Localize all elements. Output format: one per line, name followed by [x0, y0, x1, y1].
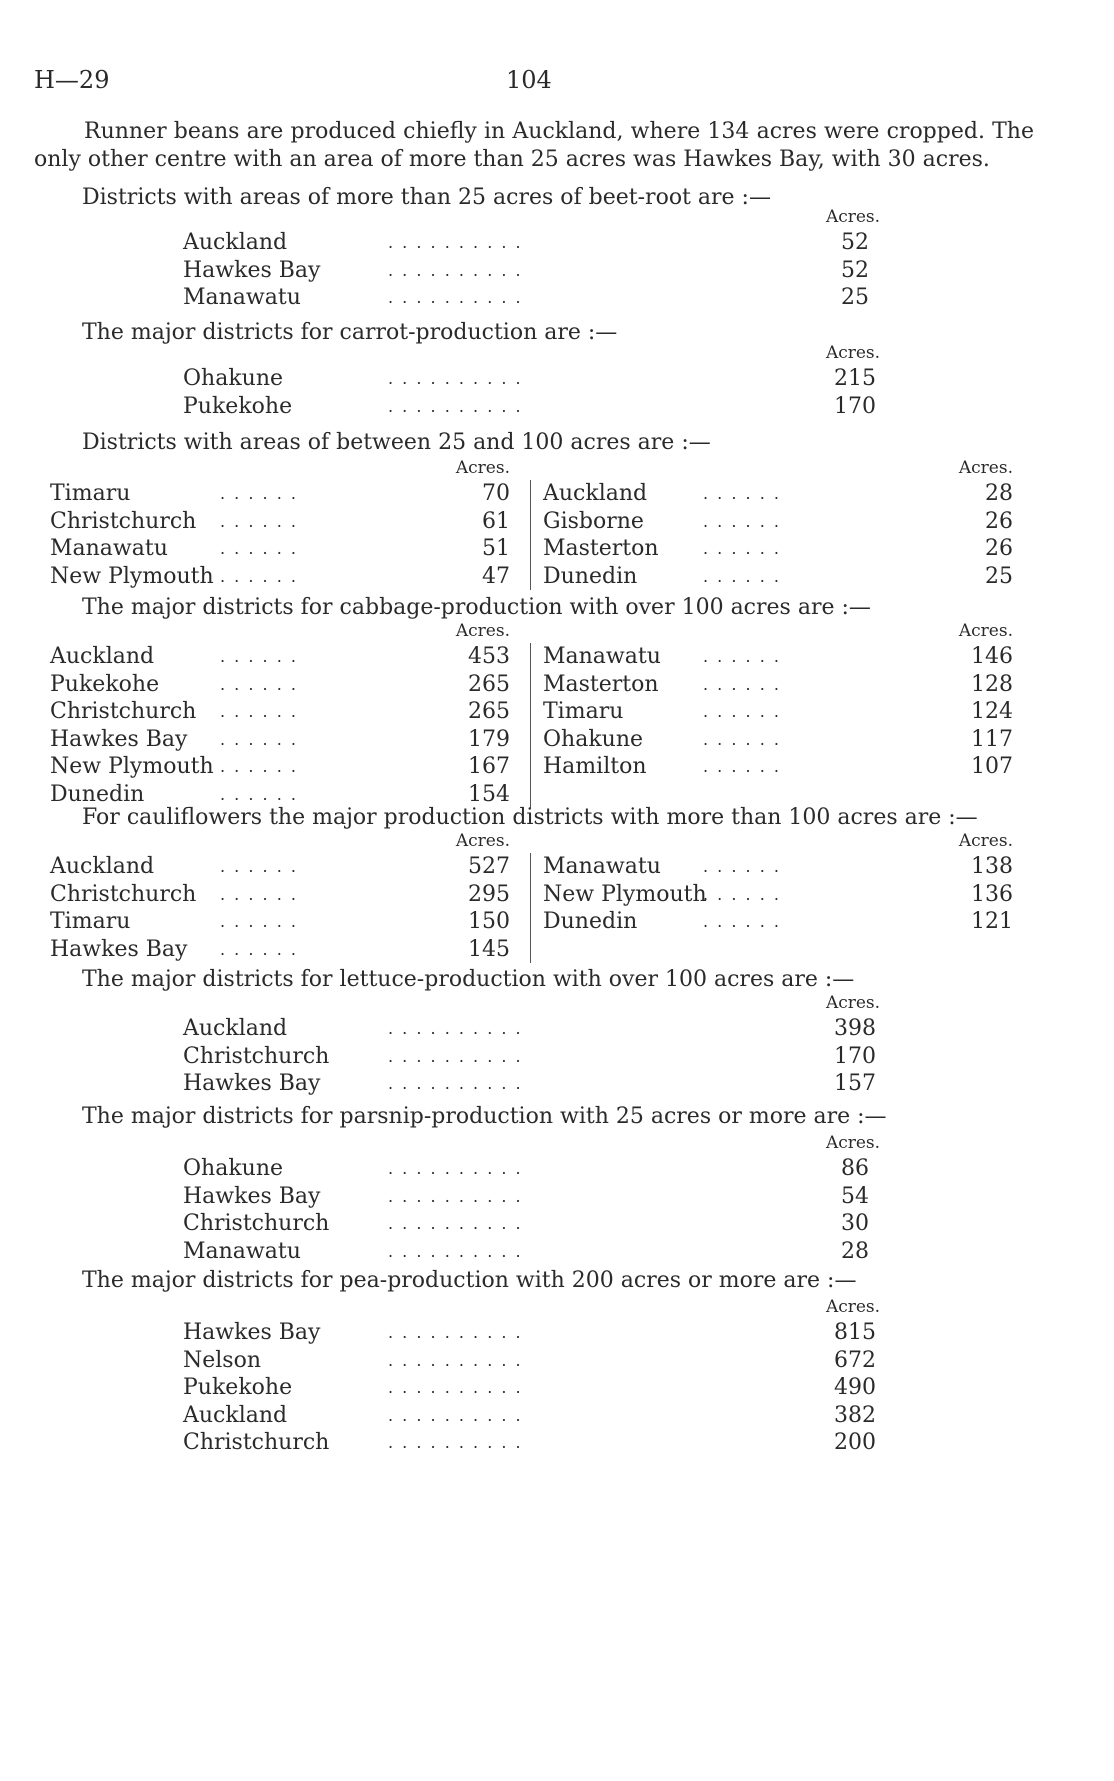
table-column-right: [530, 621, 1013, 808]
district-name: Ohakune: [183, 366, 284, 391]
between-intro: Districts with areas of between 25 and 100 acres are :—: [82, 430, 711, 455]
district-name: New Plymouth: [50, 754, 214, 779]
dot-leader: . . . . . . . . . .: [388, 1214, 523, 1233]
acres-value: 265: [468, 699, 510, 724]
district-name: Dunedin: [543, 563, 638, 589]
table-row: [543, 698, 1013, 726]
district-name: Auckland: [543, 481, 648, 506]
dot-leader: . . . . . .: [703, 484, 781, 503]
dot-leader: . . . . . . . . . .: [388, 396, 523, 416]
acres-value: 295: [468, 881, 510, 907]
district-name: Hamilton: [543, 754, 647, 779]
acres-value: 30: [841, 1211, 869, 1236]
district-name: Dunedin: [543, 909, 638, 934]
list-item: [183, 257, 883, 285]
table-row: [543, 671, 1013, 699]
acres-value: 25: [841, 285, 869, 310]
acres-unit-label: Acres.: [455, 621, 510, 641]
district-name: Auckland: [183, 230, 288, 255]
district-name: Hawkes Bay: [183, 1320, 321, 1345]
acres-value: 672: [834, 1347, 876, 1373]
district-name: Timaru: [50, 909, 131, 934]
district-name: Nelson: [183, 1347, 262, 1373]
dot-leader: . . . . . .: [703, 702, 781, 721]
list-item: [183, 1015, 883, 1043]
district-name: Hawkes Bay: [50, 936, 188, 962]
table-row: [50, 535, 510, 563]
table-row: [50, 671, 510, 699]
acres-unit-label: Acres.: [958, 831, 1013, 851]
acres-value: 25: [985, 563, 1013, 589]
acres-value: 200: [834, 1430, 876, 1455]
acres-value: 26: [985, 536, 1013, 561]
acres-value: 136: [971, 881, 1013, 907]
district-name: Masterton: [543, 671, 659, 697]
dot-leader: . . . . . .: [703, 566, 781, 586]
district-name: Auckland: [50, 854, 155, 879]
lettuce-intro: The major districts for lettuce-production with over 100 acres are :—: [82, 967, 855, 992]
dot-leader: . . . . . .: [703, 647, 781, 666]
pea-intro: The major districts for pea-production with 200 acres or more are :—: [82, 1268, 857, 1293]
acres-value: 453: [468, 644, 510, 669]
acres-value: 28: [985, 481, 1013, 506]
table-column-left: [50, 621, 510, 808]
pea-list: [183, 1297, 883, 1457]
acres-value: 146: [971, 644, 1013, 669]
parsnip-list: [183, 1133, 883, 1265]
list-item: [183, 393, 883, 421]
dot-leader: . . . . . .: [220, 912, 298, 931]
district-name: Hawkes Bay: [183, 1183, 321, 1209]
acres-value: 61: [482, 508, 510, 534]
dot-leader: . . . . . . . . . .: [388, 1046, 523, 1066]
district-name: Ohakune: [543, 726, 644, 752]
list-item: [183, 1183, 883, 1211]
list-item: [183, 1238, 883, 1266]
list-item: [183, 229, 883, 257]
beetroot-intro: Districts with areas of more than 25 acres of beet-root are :—: [82, 185, 771, 210]
district-name: Christchurch: [50, 508, 197, 534]
acres-unit-label: Acres.: [455, 458, 510, 478]
acres-unit-label: Acres.: [455, 831, 510, 851]
dot-leader: . . . . . .: [703, 511, 781, 531]
dot-leader: . . . . . .: [220, 857, 298, 876]
table-row: [50, 726, 510, 754]
dot-leader: . . . . . .: [703, 857, 781, 876]
district-name: Christchurch: [50, 881, 197, 907]
acres-unit-label: Acres.: [825, 343, 881, 363]
district-name: Hawkes Bay: [183, 1071, 321, 1096]
table-row: [543, 853, 1013, 881]
district-name: Pukekohe: [50, 671, 160, 697]
dot-leader: . . . . . .: [220, 539, 298, 558]
dot-leader: . . . . . . . . . .: [388, 288, 523, 307]
list-item: [183, 365, 883, 393]
dot-leader: . . . . . .: [703, 729, 781, 749]
acres-value: 121: [971, 909, 1013, 934]
acres-value: 86: [841, 1156, 869, 1181]
acres-value: 138: [971, 854, 1013, 879]
document-code: H—29: [34, 66, 110, 94]
district-name: Manawatu: [50, 536, 168, 561]
district-name: Pukekohe: [183, 1375, 293, 1400]
table-row: [543, 563, 1013, 591]
district-name: Manawatu: [183, 285, 301, 310]
table-row: [543, 908, 1013, 936]
acres-value: 815: [834, 1320, 876, 1345]
district-name: Ohakune: [183, 1156, 284, 1181]
table-row: [543, 726, 1013, 754]
acres-value: 398: [834, 1016, 876, 1041]
acres-value: 527: [468, 854, 510, 879]
district-name: Christchurch: [50, 699, 197, 724]
acres-unit-label: Acres.: [825, 993, 881, 1013]
acres-value: 154: [468, 781, 510, 807]
table-column-left: [50, 831, 510, 963]
dot-leader: . . . . . . . . . .: [388, 1159, 523, 1178]
dot-leader: . . . . . .: [220, 647, 298, 666]
table-row: [543, 480, 1013, 508]
beetroot-list: [183, 207, 883, 312]
table-row: [543, 535, 1013, 563]
page-number: 104: [506, 66, 552, 94]
acres-value: 124: [971, 699, 1013, 724]
dot-leader: . . . . . .: [220, 674, 298, 694]
list-item: [183, 1043, 883, 1071]
table-column-left: [50, 458, 510, 590]
table-column-right: [530, 831, 1013, 963]
acres-value: 28: [841, 1238, 869, 1264]
district-name: Christchurch: [183, 1211, 330, 1236]
lettuce-list: [183, 993, 883, 1098]
acres-value: 150: [468, 909, 510, 934]
list-item: [183, 284, 883, 312]
table-row: [50, 643, 510, 671]
dot-leader: . . . . . . . . . .: [388, 1074, 523, 1093]
table-row: [50, 881, 510, 909]
dot-leader: . . . . . .: [220, 702, 298, 721]
table-row: [50, 936, 510, 964]
acres-value: 145: [468, 936, 510, 962]
acres-value: 382: [834, 1402, 876, 1428]
acres-value: 170: [834, 1043, 876, 1069]
dot-leader: . . . . . . . . . .: [388, 1323, 523, 1342]
acres-value: 167: [468, 754, 510, 779]
list-item: [183, 1402, 883, 1430]
dot-leader: . . . . . . . . . .: [388, 260, 523, 280]
acres-value: 215: [834, 366, 876, 391]
district-name: Pukekohe: [183, 393, 293, 419]
acres-value: 51: [482, 536, 510, 561]
table-row: [50, 508, 510, 536]
acres-unit-label: Acres.: [825, 1297, 881, 1317]
acres-unit-label: Acres.: [825, 207, 881, 227]
table-row: [50, 563, 510, 591]
district-name: Auckland: [50, 644, 155, 669]
dot-leader: . . . . . . . . . .: [388, 1350, 523, 1370]
acres-value: 157: [834, 1071, 876, 1096]
table-row: [50, 908, 510, 936]
dot-leader: . . . . . . . . . .: [388, 1241, 523, 1261]
dot-leader: . . . . . . . . . .: [388, 1405, 523, 1425]
district-name: Auckland: [183, 1402, 288, 1428]
acres-value: 26: [985, 508, 1013, 534]
acres-value: 70: [482, 481, 510, 506]
district-name: Masterton: [543, 536, 659, 561]
dot-leader: . . . . . .: [703, 757, 781, 776]
dot-leader: . . . . . .: [703, 912, 781, 931]
table-row: [50, 853, 510, 881]
dot-leader: . . . . . .: [220, 729, 298, 749]
carrot-list: [183, 343, 883, 420]
district-name: New Plymouth: [543, 881, 707, 907]
district-name: Timaru: [50, 481, 131, 506]
dot-leader: . . . . . . . . . .: [388, 1019, 523, 1038]
acres-value: 265: [468, 671, 510, 697]
dot-leader: . . . . . .: [220, 566, 298, 586]
dot-leader: . . . . . . . . . .: [388, 1378, 523, 1397]
acres-unit-label: Acres.: [958, 458, 1013, 478]
district-name: Hawkes Bay: [183, 257, 321, 283]
acres-unit-label: Acres.: [825, 1133, 881, 1153]
list-item: [183, 1070, 883, 1098]
acres-value: 52: [841, 257, 869, 283]
district-name: Auckland: [183, 1016, 288, 1041]
acres-value: 128: [971, 671, 1013, 697]
district-name: Manawatu: [183, 1238, 301, 1264]
dot-leader: . . . . . .: [703, 539, 781, 558]
acres-value: 170: [834, 393, 876, 419]
district-name: Christchurch: [183, 1043, 330, 1069]
district-name: New Plymouth: [50, 563, 214, 589]
acres-value: 490: [834, 1375, 876, 1400]
acres-value: 47: [482, 563, 510, 589]
table-row: [543, 508, 1013, 536]
parsnip-intro: The major districts for parsnip-production with 25 acres or more are :—: [82, 1104, 887, 1129]
district-name: Manawatu: [543, 854, 661, 879]
dot-leader: . . . . . . . . . .: [388, 369, 523, 388]
cabbage-intro: The major districts for cabbage-production with over 100 acres are :—: [82, 595, 871, 620]
list-item: [183, 1429, 883, 1457]
district-name: Christchurch: [183, 1430, 330, 1455]
acres-unit-label: Acres.: [958, 621, 1013, 641]
dot-leader: . . . . . .: [220, 939, 298, 959]
dot-leader: . . . . . .: [703, 884, 781, 904]
dot-leader: . . . . . .: [703, 674, 781, 694]
acres-value: 54: [841, 1183, 869, 1209]
district-name: Gisborne: [543, 508, 644, 534]
dot-leader: . . . . . .: [220, 757, 298, 776]
dot-leader: . . . . . .: [220, 511, 298, 531]
dot-leader: . . . . . .: [220, 484, 298, 503]
table-row: [50, 480, 510, 508]
list-item: [183, 1347, 883, 1375]
runner-beans-paragraph: Runner beans are produced chiefly in Auckland, where 134 acres were cropped. The only other centre with an area of more than 25 acres was Hawkes Bay, with 30 acres.: [34, 119, 1034, 172]
list-item: [183, 1319, 883, 1347]
table-row: [50, 781, 510, 809]
dot-leader: . . . . . .: [220, 884, 298, 904]
district-name: Dunedin: [50, 781, 145, 807]
carrot-intro: The major districts for carrot-production are :—: [82, 320, 618, 345]
district-name: Hawkes Bay: [50, 726, 188, 752]
district-name: Manawatu: [543, 644, 661, 669]
dot-leader: . . . . . . . . . .: [388, 1433, 523, 1452]
district-name: Timaru: [543, 699, 624, 724]
table-column-right: [530, 458, 1013, 590]
table-row: [543, 753, 1013, 781]
list-item: [183, 1155, 883, 1183]
list-item: [183, 1210, 883, 1238]
table-row: [50, 698, 510, 726]
acres-value: 117: [971, 726, 1013, 752]
acres-value: 107: [971, 754, 1013, 779]
dot-leader: . . . . . . . . . .: [388, 233, 523, 252]
table-row: [543, 881, 1013, 909]
list-item: [183, 1374, 883, 1402]
acres-value: 179: [468, 726, 510, 752]
table-row: [50, 753, 510, 781]
table-row: [543, 643, 1013, 671]
dot-leader: . . . . . . . . . .: [388, 1186, 523, 1206]
cauliflower-intro: For cauliflowers the major production districts with more than 100 acres are :—: [82, 805, 978, 830]
dot-leader: . . . . . .: [220, 784, 298, 804]
acres-value: 52: [841, 230, 869, 255]
